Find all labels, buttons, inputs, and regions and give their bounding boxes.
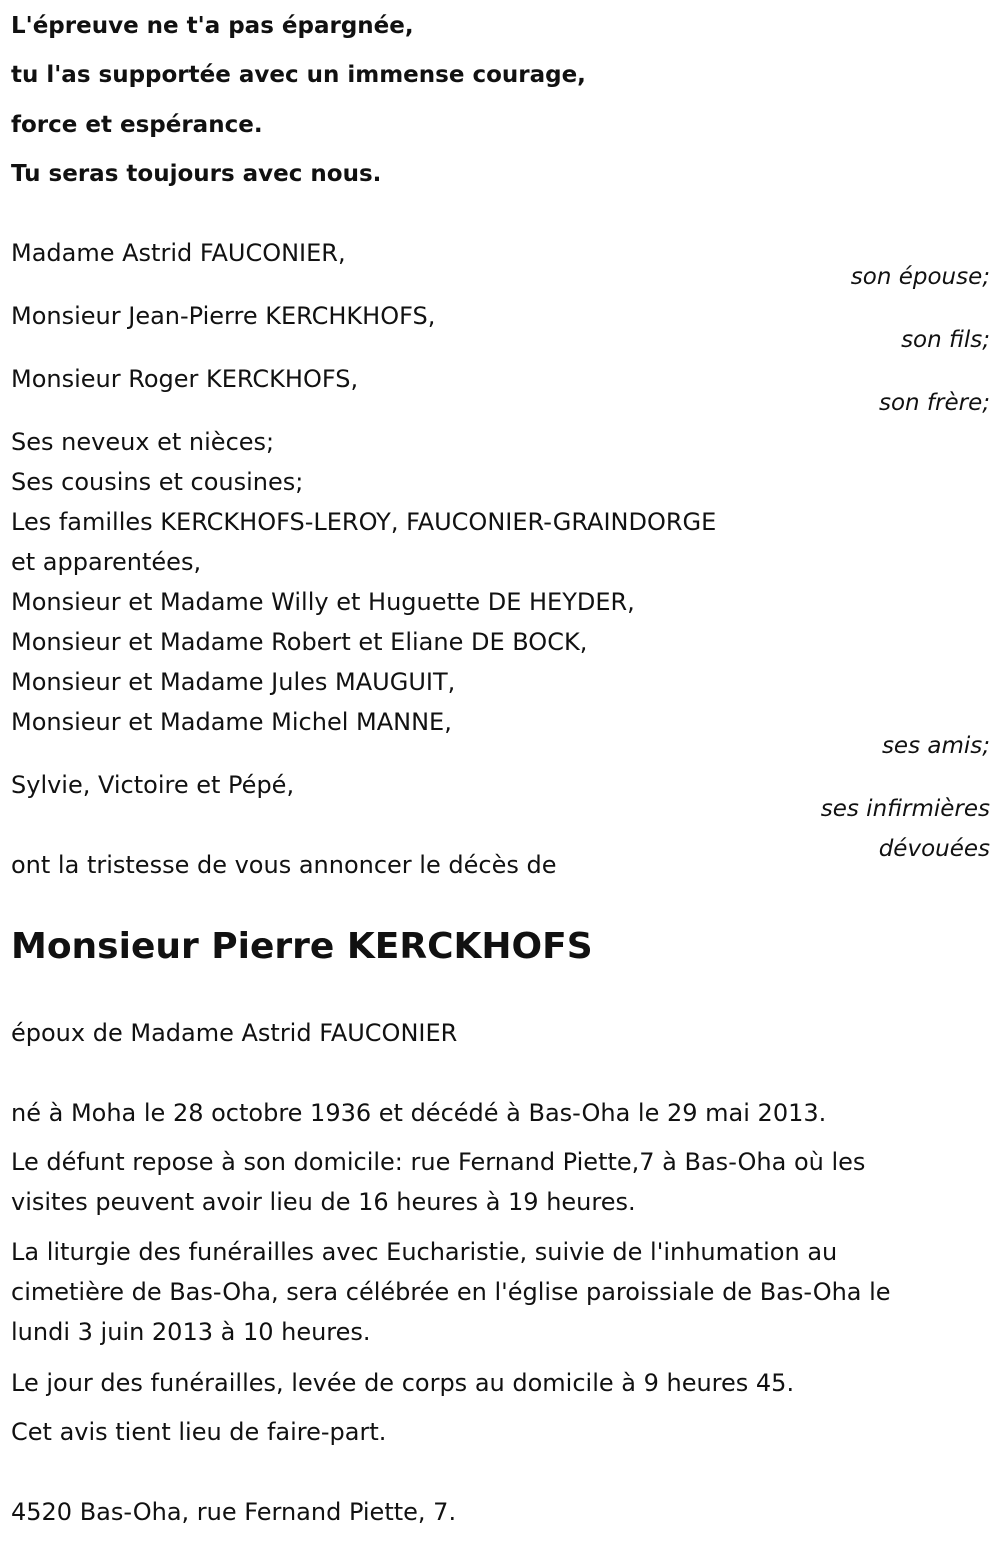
nurses-names: Sylvie, Victoire et Pépé,: [11, 771, 295, 799]
relatives-line-1: Ses neveux et nièces;: [11, 428, 275, 456]
levee-de-corps: Le jour des funérailles, levée de corps au domicile à 9 heures 45.: [11, 1369, 795, 1397]
spouse-role: son épouse;: [850, 264, 990, 290]
brother-name: Monsieur Roger KERCKHOFS,: [11, 365, 359, 393]
repose-paragraph: [11, 1142, 986, 1222]
poem-line-3: force et espérance.: [11, 112, 263, 138]
relatives-line-5: Monsieur et Madame Willy et Huguette DE HEYDER,: [11, 588, 635, 616]
faire-part: Cet avis tient lieu de faire-part.: [11, 1418, 387, 1446]
relatives-line-8: Monsieur et Madame Michel MANNE,: [11, 708, 452, 736]
relatives-line-6: Monsieur et Madame Robert et Eliane DE BOCK,: [11, 628, 588, 656]
announcement: ont la tristesse de vous annoncer le décès de: [11, 851, 557, 879]
liturgy-line-2: cimetière de Bas-Oha, sera célébrée en l'église paroissiale de Bas-Oha le: [11, 1278, 891, 1306]
deceased-name: Monsieur Pierre KERCKHOFS: [11, 926, 593, 967]
spouse-name: Madame Astrid FAUCONIER,: [11, 239, 346, 267]
relatives-line-2: Ses cousins et cousines;: [11, 468, 304, 496]
repose-line-2: visites peuvent avoir lieu de 16 heures à 19 heures.: [11, 1188, 636, 1216]
liturgy-paragraph: [11, 1232, 986, 1352]
spouse-of: époux de Madame Astrid FAUCONIER: [11, 1019, 458, 1047]
born-died: né à Moha le 28 octobre 1936 et décédé à Bas-Oha le 29 mai 2013.: [11, 1099, 827, 1127]
nurses-role-line-2: dévouées: [878, 836, 990, 862]
relatives-line-3: Les familles KERCKHOFS-LEROY, FAUCONIER-GRAINDORGE: [11, 508, 717, 536]
son-name: Monsieur Jean-Pierre KERCHKHOFS,: [11, 302, 436, 330]
brother-role: son frère;: [878, 390, 990, 416]
friends-role: ses amis;: [881, 733, 990, 759]
relatives-line-4: et apparentées,: [11, 548, 202, 576]
poem-line-2: tu l'as supportée avec un immense courage,: [11, 62, 586, 88]
address: 4520 Bas-Oha, rue Fernand Piette, 7.: [11, 1498, 457, 1526]
relatives-line-7: Monsieur et Madame Jules MAUGUIT,: [11, 668, 456, 696]
nurses-role-line-1: ses infirmières: [820, 796, 990, 822]
liturgy-line-3: lundi 3 juin 2013 à 10 heures.: [11, 1318, 371, 1346]
poem-line-1: L'épreuve ne t'a pas épargnée,: [11, 13, 414, 39]
repose-line-1: Le défunt repose à son domicile: rue Fernand Piette,7 à Bas-Oha où les: [11, 1148, 866, 1176]
liturgy-line-1: La liturgie des funérailles avec Eucharistie, suivie de l'inhumation au: [11, 1238, 838, 1266]
poem-line-4: Tu seras toujours avec nous.: [11, 161, 382, 187]
son-role: son fils;: [901, 327, 990, 353]
